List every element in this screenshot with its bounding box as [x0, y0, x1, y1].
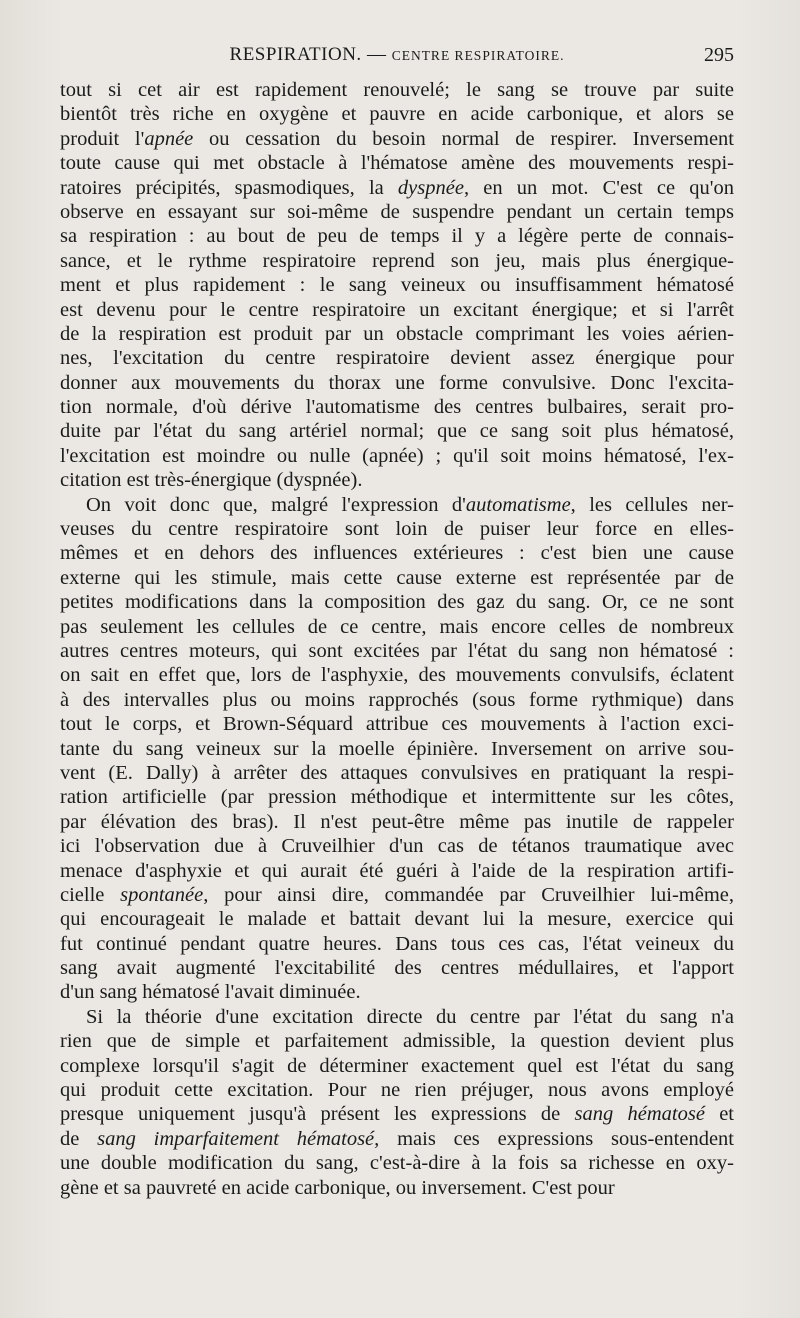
text-run: On voit donc que, malgré l'expression d' — [86, 493, 466, 516]
text-line — [60, 78, 734, 102]
text-line — [60, 541, 734, 565]
text-line — [60, 859, 734, 883]
text-run: duite par l'état du sang artériel normal; que ce sang soit plus hématosé, — [60, 420, 734, 443]
italic-term: sang imparfaitement hématosé, — [97, 1127, 380, 1150]
text-line — [60, 1029, 734, 1053]
text-line — [60, 761, 734, 785]
text-run: , les cellules ner- — [570, 493, 734, 516]
text-line — [60, 980, 734, 1004]
text-run: externe qui les stimule, mais cette cause externe est représentée par de — [60, 566, 734, 589]
italic-term: apnée — [144, 127, 194, 150]
text-run: on sait en effet que, lors de l'asphyxie, des mouvements convulsifs, éclatent — [60, 664, 734, 687]
running-title — [60, 44, 734, 66]
text-line — [60, 273, 734, 297]
text-line — [60, 127, 734, 151]
text-run: , en un mot. C'est ce qu'on — [463, 176, 734, 199]
text-line — [60, 493, 734, 517]
text-run: produit l' — [60, 127, 145, 150]
text-run: presque uniquement jusqu'à présent les expressions de — [60, 1103, 575, 1126]
text-run: donner aux mouvements du thorax une forme convulsive. Donc l'excita- — [60, 371, 734, 394]
text-line — [60, 1054, 734, 1078]
text-line — [60, 200, 734, 224]
text-run: tout le corps, et Brown-Séquard attribue ces mouvements à l'action exci- — [60, 713, 734, 736]
text-run: , pour ainsi dire, commandée par Cruveilhier lui-même, — [203, 883, 735, 906]
text-line — [60, 102, 734, 126]
text-line — [60, 907, 734, 931]
text-run: qui produit cette excitation. Pour ne rien préjuger, nous avons employé — [60, 1079, 734, 1102]
text-run: sa respiration : au bout de peu de temps il y a légère perte de connais- — [60, 225, 734, 248]
text-run: pas seulement les cellules de ce centre, mais encore celles de nombreux — [60, 615, 734, 638]
text-run: sang avait augmenté l'excitabilité des centres médullaires, et l'apport — [60, 957, 734, 980]
text-run: ou cessation du besoin normal de respirer. Inversement — [193, 127, 734, 150]
text-run: toute cause qui met obstacle à l'hématose amène des mouvements respi- — [60, 152, 734, 175]
text-line — [60, 517, 734, 541]
text-line — [60, 346, 734, 370]
text-line — [60, 176, 734, 200]
text-line — [60, 1005, 734, 1029]
running-header — [60, 44, 734, 70]
text-line — [60, 1176, 734, 1200]
italic-term: spontanée — [120, 883, 204, 906]
text-line — [60, 712, 734, 736]
text-run: de — [60, 1127, 98, 1150]
text-run: tante du sang veineux sur la moelle épinière. Inversement on arrive sou- — [60, 737, 734, 760]
text-run: ment et plus rapidement : le sang veineux ou insuffisamment hématosé — [60, 274, 734, 297]
text-run: l'excitation est moindre ou nulle (apnée) ; qu'il soit moins hématosé, l'ex- — [60, 444, 734, 467]
text-run: observe en essayant sur soi-même de suspendre pendant un certain temps — [60, 200, 734, 223]
text-line — [60, 395, 734, 419]
text-line — [60, 883, 734, 907]
text-run: menace d'asphyxie et qui aurait été guéri à l'aide de la respiration artifi- — [60, 859, 734, 882]
text-line — [60, 639, 734, 663]
text-line — [60, 810, 734, 834]
text-run: complexe lorsqu'il s'agit de déterminer exactement quel est l'état du sang — [60, 1054, 734, 1077]
text-run: bientôt très riche en oxygène et pauvre en acide carbonique, et alors se — [60, 103, 734, 126]
text-run: par élévation des bras). Il n'est peut-être même pas inutile de rappeler — [60, 810, 734, 833]
body-text — [60, 78, 734, 1200]
text-line — [60, 444, 734, 468]
text-line — [60, 615, 734, 639]
text-run: d'un sang hématosé l'avait diminuée. — [60, 981, 361, 1004]
text-run: à des intervalles plus ou moins rapprochés (sous forme rythmique) dans — [60, 688, 734, 711]
text-run: mais ces expressions sous-entendent — [379, 1127, 734, 1150]
text-line — [60, 785, 734, 809]
text-run: ratoires précipités, spasmodiques, la — [60, 176, 398, 199]
text-line — [60, 737, 734, 761]
text-line — [60, 468, 734, 492]
text-line — [60, 956, 734, 980]
text-run: gène et sa pauvreté en acide carbonique, ou inversement. C'est pour — [60, 1176, 615, 1199]
running-title-main: RESPIRATION. — [229, 44, 362, 65]
text-line — [60, 1151, 734, 1175]
text-line — [60, 1127, 734, 1151]
text-run: ration artificielle (par pression méthodique et intermittente sur les côtes, — [60, 786, 734, 809]
text-run: qui encourageait le malade et battait devant lui la mesure, exercice qui — [60, 908, 734, 931]
italic-term: dyspnée — [397, 176, 464, 199]
italic-term: automatisme — [465, 493, 571, 516]
text-line — [60, 371, 734, 395]
page-number: 295 — [704, 44, 734, 66]
text-run: ici l'observation due à Cruveilhier d'un cas de tétanos traumatique avec — [60, 835, 734, 858]
text-line — [60, 590, 734, 614]
text-run: sance, et le rythme respiratoire reprend son jeu, mais plus énergique- — [60, 249, 734, 272]
text-run: nes, l'excitation du centre respiratoire devient assez énergique pour — [60, 347, 734, 370]
text-line — [60, 298, 734, 322]
text-run: cielle — [60, 883, 121, 906]
text-line — [60, 834, 734, 858]
text-line — [60, 249, 734, 273]
text-line — [60, 151, 734, 175]
text-run: tout si cet air est rapidement renouvelé; le sang se trouve par suite — [60, 79, 734, 101]
running-title-subtitle: CENTRE RESPIRATOIRE. — [391, 48, 565, 63]
text-line — [60, 1078, 734, 1102]
text-run: veuses du centre respiratoire sont loin de puiser leur force en elles- — [60, 518, 734, 541]
text-line — [60, 322, 734, 346]
text-run: tion normale, d'où dérive l'automatisme des centres bulbaires, serait pro- — [60, 396, 734, 419]
text-run: une double modification du sang, c'est-à-dire à la fois sa richesse en oxy- — [60, 1152, 734, 1175]
text-run: mêmes et en dehors des influences extérieures : c'est bien une cause — [60, 542, 734, 565]
text-run: petites modifications dans la composition des gaz du sang. Or, ce ne sont — [60, 591, 734, 614]
text-line — [60, 932, 734, 956]
text-line — [60, 688, 734, 712]
text-run: Si la théorie d'une excitation directe du centre par l'état du sang n'a — [86, 1005, 734, 1028]
text-run: citation est très-énergique (dyspnée). — [60, 469, 363, 492]
text-run: rien que de simple et parfaitement admissible, la question devient plus — [60, 1030, 734, 1053]
text-run: et — [704, 1103, 735, 1126]
text-line — [60, 566, 734, 590]
text-line — [60, 663, 734, 687]
text-line — [60, 1102, 734, 1126]
text-run: de la respiration est produit par un obstacle comprimant les voies aérien- — [60, 322, 734, 345]
italic-term: sang hématosé — [574, 1103, 705, 1126]
text-run: est devenu pour le centre respiratoire un excitant énergique; et si l'arrêt — [60, 298, 734, 321]
text-run: autres centres moteurs, qui sont excitées par l'état du sang non hématosé : — [60, 639, 734, 662]
text-run: fut continué pendant quatre heures. Dans tous ces cas, l'état veineux du — [60, 932, 734, 955]
running-title-dash: — — [366, 44, 387, 65]
text-line — [60, 224, 734, 248]
text-line — [60, 419, 734, 443]
text-run: vent (E. Dally) à arrêter des attaques convulsives en pratiquant la respi- — [60, 761, 734, 784]
